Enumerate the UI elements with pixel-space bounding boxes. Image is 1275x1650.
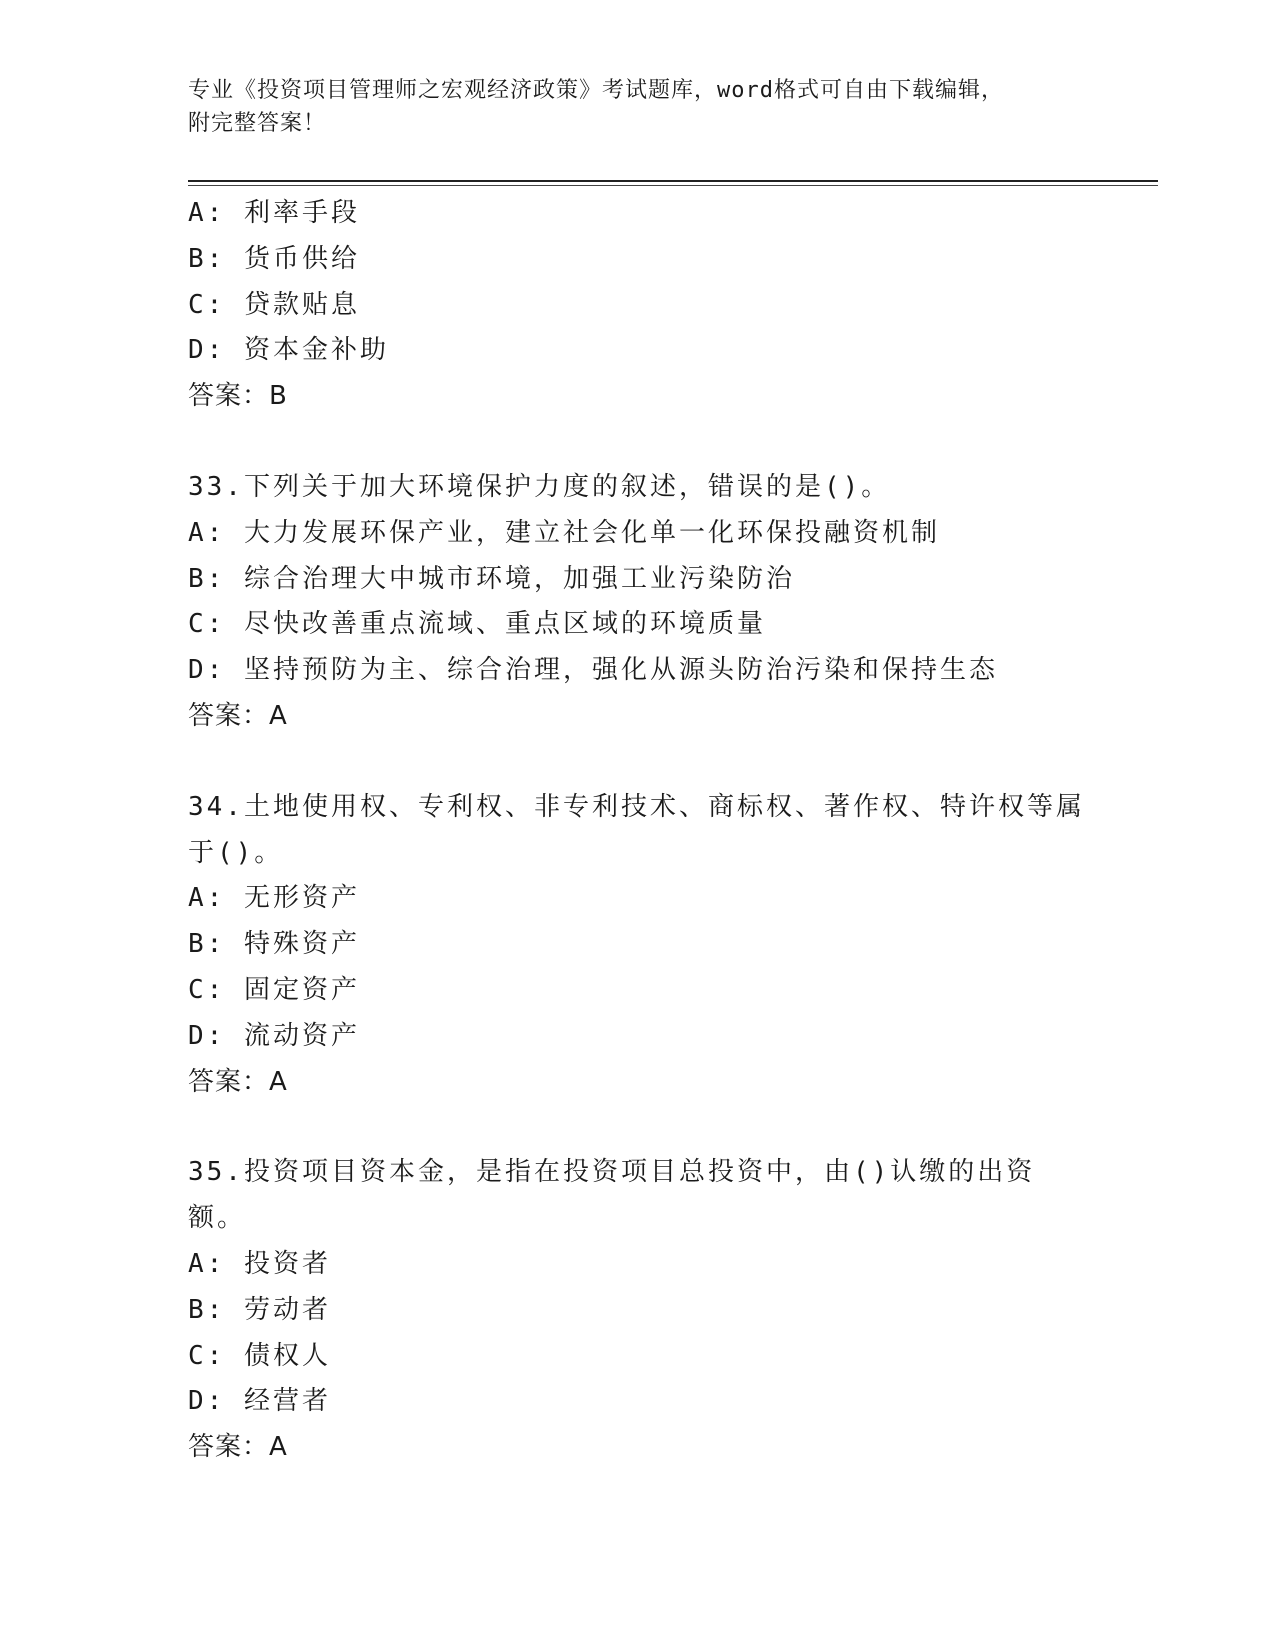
question-stem-line: 34.土地使用权、专利权、非专利技术、商标权、著作权、特许权等属 xyxy=(188,791,1085,822)
answer-line: 答案：A xyxy=(188,700,288,731)
question-list xyxy=(188,191,1148,1471)
answer-line: 答案：B xyxy=(188,381,288,412)
document-header xyxy=(188,74,1088,140)
option-b: B: 特殊资产 xyxy=(188,929,360,960)
option-b: B: 综合治理大中城市环境，加强工业污染防治 xyxy=(188,563,795,594)
option-b: B: 货币供给 xyxy=(188,243,360,274)
question-34 xyxy=(188,785,1148,1106)
answer-line: 答案：A xyxy=(188,1432,288,1463)
option-c: C: 债权人 xyxy=(188,1340,331,1371)
question-stem-line: 35.投资项目资本金，是指在投资项目总投资中，由()认缴的出资额。 xyxy=(188,1157,1036,1234)
question-35 xyxy=(188,1150,1148,1471)
option-a: A: 无形资产 xyxy=(188,883,360,914)
question-stem-line: 于()。 xyxy=(188,837,284,868)
option-d: D: 资本金补助 xyxy=(188,335,389,366)
question-stem xyxy=(188,785,1088,877)
option-d: D: 坚持预防为主、综合治理，强化从源头防治污染和保持生态 xyxy=(188,655,998,686)
header-divider-thin xyxy=(188,185,1158,186)
option-a: A: 大力发展环保产业，建立社会化单一化环保投融资机制 xyxy=(188,517,940,548)
option-d: D: 流动资产 xyxy=(188,1020,360,1051)
header-divider-thick xyxy=(188,180,1158,182)
option-a: A: 利率手段 xyxy=(188,198,360,228)
option-a: A: 投资者 xyxy=(188,1248,331,1279)
option-c: C: 贷款贴息 xyxy=(188,289,360,320)
option-c: C: 固定资产 xyxy=(188,974,360,1005)
answer-line: 答案：A xyxy=(188,1066,288,1097)
question-33 xyxy=(188,465,1148,740)
question-stem xyxy=(188,1150,1088,1242)
option-c: C: 尽快改善重点流域、重点区域的环境质量 xyxy=(188,609,766,640)
question-32-continued xyxy=(188,191,1148,420)
option-b: B: 劳动者 xyxy=(188,1294,331,1325)
question-stem xyxy=(188,465,1088,511)
option-d: D: 经营者 xyxy=(188,1386,331,1417)
header-line-1: 专业《投资项目管理师之宏观经济政策》考试题库，word格式可自由下载编辑， xyxy=(188,78,1004,103)
header-line-2: 附完整答案！ xyxy=(188,111,327,136)
question-stem-line: 33.下列关于加大环境保护力度的叙述，错误的是()。 xyxy=(188,471,891,502)
